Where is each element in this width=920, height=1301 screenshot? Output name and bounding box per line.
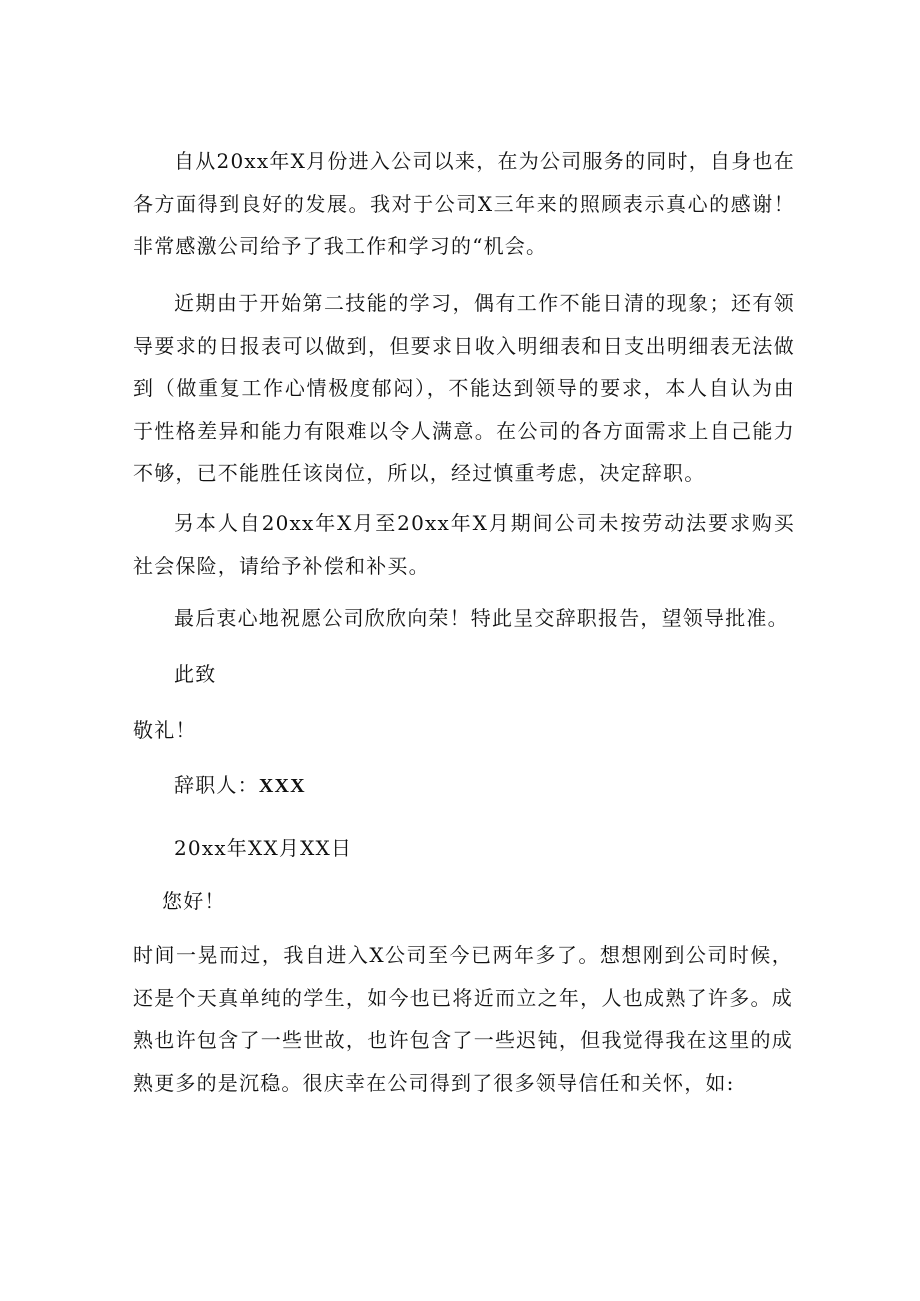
paragraph-reflection: 时间一晃而过，我自进入X公司至今已两年多了。想想刚到公司时候，还是个天真单纯的学生，如今也已将近而立之年，人也成熟了许多。成熟也许包含了一些世故，也许包含了一些迟钝，但我觉得我在这里的成熟更多的是沉稳。很庆幸在公司得到了很多领导信任和关怀，如: [133,943,793,1095]
signature-line [174,764,306,807]
paragraph-insurance: 另本人自20xx年X月至20xx年X月期间公司未按劳动法要求购买社会保险，请给予补偿和补买。 [133,511,795,578]
paragraph-wishes: 最后衷心地祝愿公司欣欣向荣！特此呈交辞职报告，望领导批准。 [174,606,789,630]
greeting: 您好！ [162,889,226,913]
paragraph-reason: 近期由于开始第二技能的学习，偶有工作不能日清的现象；还有领导要求的日报表可以做到，但要求日收入明细表和日支出明细表无法做到（做重复工作心情极度郁闷），不能达到领导的要求，本人自认为由于性格差异和能力有限难以令人满意。在公司的各方面需求上自己能力不够，已不能胜任该岗位，所以，经过慎重考虑，决定辞职。 [133,291,795,485]
closing-salutation: 此致 [174,662,217,686]
signature-label: 辞职人： [174,773,259,797]
closing-regards: 敬礼！ [133,718,197,742]
signature-name: XXX [258,775,306,797]
date-line: 20xx年XX月XX日 [174,836,353,860]
paragraph-thanks: 自从20xx年X月份进入公司以来，在为公司服务的同时，自身也在各方面得到良好的发展。我对于公司X三年来的照顾表示真心的感谢！非常感激公司给予了我工作和学习的“机会。 [133,149,795,258]
